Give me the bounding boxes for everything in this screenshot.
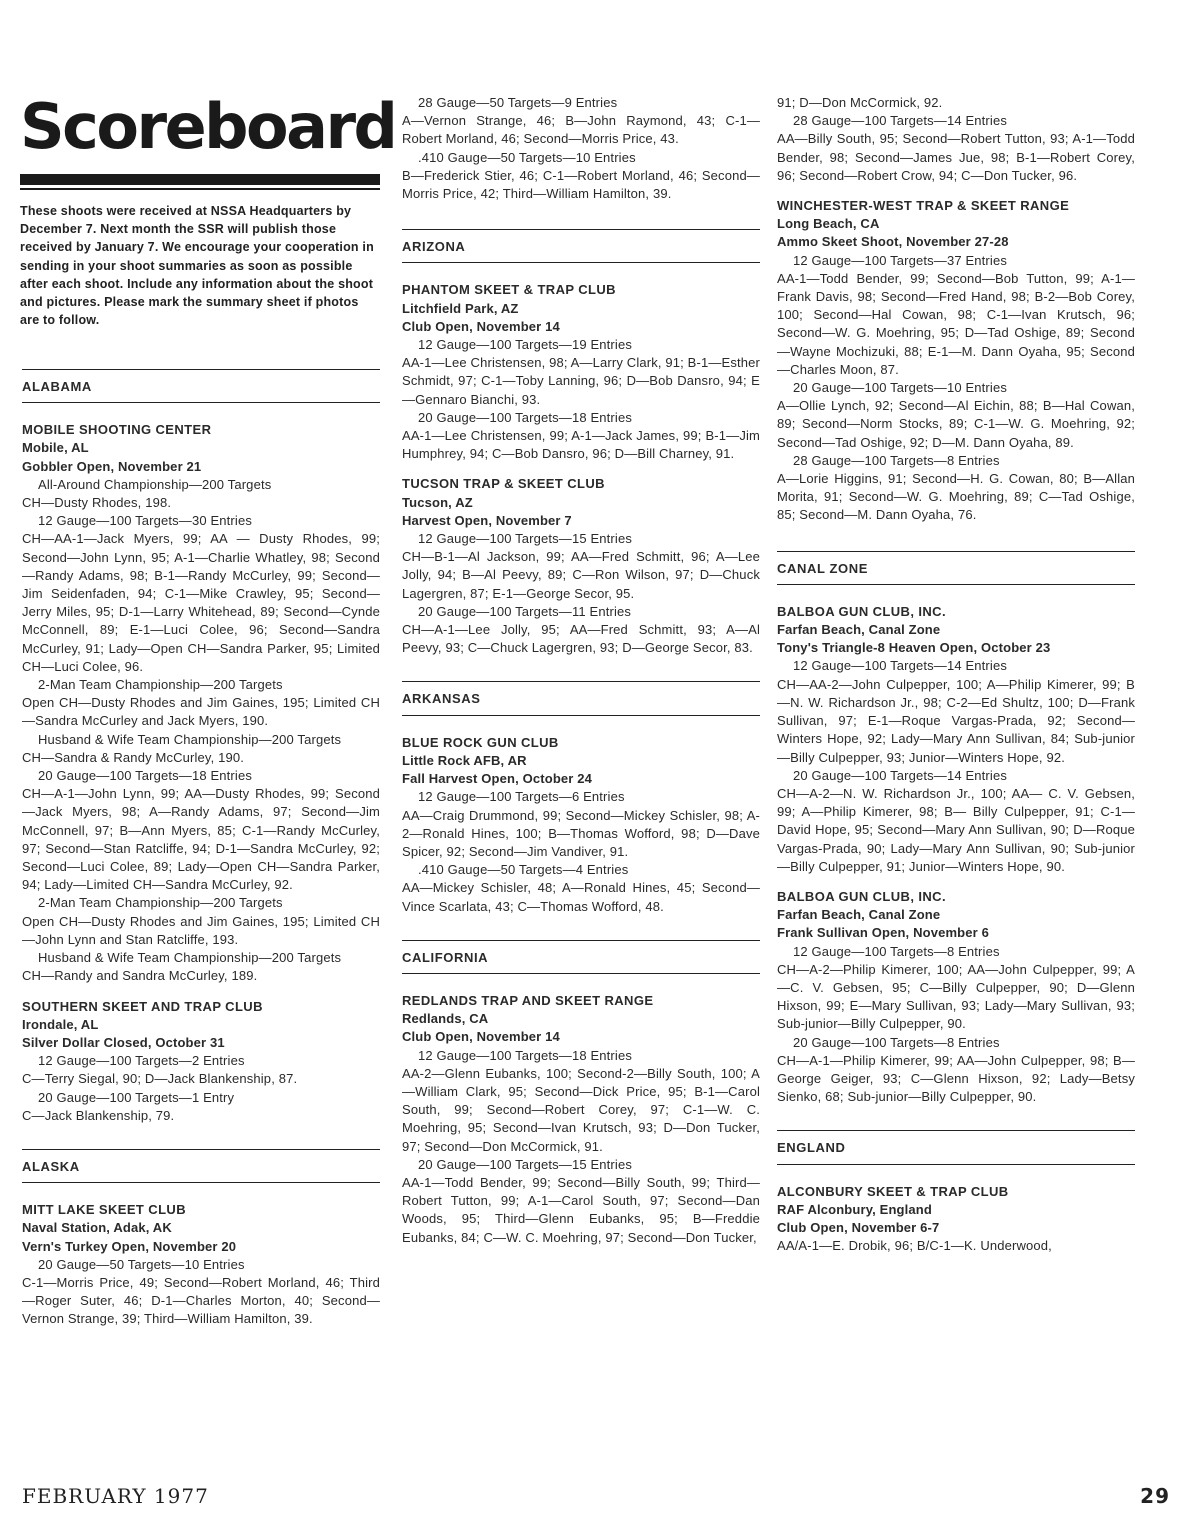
lead-text: 91; D—Don McCormick, 92. [777,95,943,110]
event-heading: 12 Gauge—100 Targets—8 Entries [793,943,1000,959]
event-heading: 20 Gauge—100 Targets—10 Entries [793,380,1007,396]
column-1 [22,355,380,1329]
result-text: A—Vernon Strange, 46; B—John Raymond, 43; C-1—Robert Morland, 46; Second—Morris Price, 43. [402,113,760,147]
result-text: CH—A-1—Philip Kimerer, 99; AA—John Culpepper, 98; B—George Geiger, 93; C—Glenn Hixson, 92; Lady—Betsy Sienko, 68; Sub-junior—Billy Culpepper, 90. [777,1052,1135,1105]
lead-results [777,112,1135,185]
shoot-name: Vern's Turkey Open, November 20 [22,1238,237,1254]
page-title: Scoreboard [20,90,396,163]
event-heading: 12 Gauge—100 Targets—14 Entries [793,658,1007,674]
shoot-name: Fall Harvest Open, October 24 [402,771,593,787]
club-location: Farfan Beach, Canal Zone [777,622,941,638]
event-heading: 20 Gauge—100 Targets—11 Entries [418,603,632,619]
club-location: Tucson, AZ [402,494,473,510]
result-text: C-1—Morris Price, 49; Second—Robert Morland, 46; Third—Roger Suter, 46; D-1—Charles Morton, 40; Second—Vernon Strange, 39; Third—William Hamilton, 39. [22,1274,380,1327]
event-heading: 12 Gauge—100 Targets—30 Entries [38,513,252,529]
club-location: Little Rock AFB, AR [402,752,527,768]
event-heading: All-Around Championship—200 Targets [38,476,272,492]
event-heading: 12 Gauge—100 Targets—37 Entries [793,252,1007,268]
result-text: C—Terry Siegal, 90; D—Jack Blankenship, 87. [22,1071,298,1087]
lead-results [402,94,760,203]
event-heading: Husband & Wife Team Championship—200 Targets [38,731,342,747]
event-heading: 12 Gauge—100 Targets—6 Entries [418,789,625,805]
shoot-name: Silver Dollar Closed, October 31 [22,1034,225,1050]
club-location: Litchfield Park, AZ [402,300,519,316]
event-heading: 20 Gauge—100 Targets—18 Entries [38,768,252,784]
result-text: AA/A-1—E. Drobik, 96; B/C-1—K. Underwood, [777,1238,1052,1254]
event-heading: .410 Gauge—50 Targets—10 Entries [418,149,636,165]
result-text: AA—Billy South, 95; Second—Robert Tutton, 93; A-1—Todd Bender, 98; Second—James Jue, 98; B-1—Robert Corey, 96; Second—Robert Crow, 94; C—Don Tucker, 96. [777,131,1135,183]
result-text: AA-2—Glenn Eubanks, 100; Second-2—Billy South, 100; A—William Clark, 95; Second—Dick Price, 95; B-1—Carol South, 99; Second—Robert Corey, 97; C-1—W. C. Moehring, 95; Second—Ivan Krutsch, 93; D—Don Tucker, 97; Second—Don McCormick, 91. [402,1065,760,1154]
shoot-name: Gobbler Open, November 21 [22,458,202,474]
result-text: CH—A-1—Lee Jolly, 95; AA—Fred Schmitt, 93; A—Al Peevy, 93; C—Chuck Lagergren, 93; D—George Secor, 83. [402,622,760,656]
shoot-name: Frank Sullivan Open, November 6 [777,925,989,941]
masthead [20,90,396,329]
result-text: AA-1—Todd Bender, 99; Second—Billy South, 99; Third—Robert Tutton, 99; A-1—Carol South, 97; Second—Dan Woods, 95; Third—Glenn Eubanks, 95; B—Freddie Eubanks, 84; C—W. C. Moehring, 97; Second—Don Tucker, [402,1174,760,1245]
result-text: CH—A-2—Philip Kimerer, 100; AA—John Culpepper, 99; A—C. V. Gebsen, 95; C—Billy Culpepper, 90; D—Glenn Hixson, 99; E—Mary Sullivan, 93; Lady—Mary Sullivan, 93; Sub-junior—Billy Culpepper, 90. [777,961,1135,1032]
column-3 [777,94,1135,1255]
club-block [22,998,380,1125]
shoot-name: Tony's Triangle-8 Heaven Open, October 23 [777,640,1051,656]
club-block [402,734,760,916]
club-location: Naval Station, Adak, AK [22,1220,172,1236]
club-name: PHANTOM SKEET & TRAP CLUB [402,282,616,298]
event-heading: 28 Gauge—100 Targets—8 Entries [793,452,1000,468]
club-location: Farfan Beach, Canal Zone [777,907,941,923]
club-name: TUCSON TRAP & SKEET CLUB [402,476,605,492]
result-text: AA-1—Todd Bender, 99; Second—Bob Tutton, 99; A-1—Frank Davis, 98; Second—Fred Hand, 98; B-2—Bob Corey, 100; Second—Hal Cowan, 98; C-1—Ivan Krutsch, 96; Second—W. G. Moehring, 95; D—Tad Oshige, 89; Second—Wayne Mochizuki, 88; E-1—M. Dann Oyaha, 95; Second—Charles Moon, 87. [777,270,1135,377]
state-heading: CANAL ZONE [777,551,1135,585]
result-text: CH—A-1—John Lynn, 99; AA—Dusty Rhodes, 99; Second—Jack Myers, 98; A—Randy Adams, 97; Second—Jim McConnell, 97; B—Ann Myers, 85; C-1—Randy McCurley, 97; Second—Stan Ratcliffe, 94; D-1—Sandra McCurley, 92; Second—Luci Colee, 89; Lady—Open CH—Sandra Parker, 94; Lady—Limited CH—Sandra McCurley, 92. [22,786,380,893]
event-heading: 12 Gauge—100 Targets—19 Entries [418,337,632,353]
state-heading: ALABAMA [22,369,380,403]
club-name: WINCHESTER-WEST TRAP & SKEET RANGE [777,198,1070,214]
result-text: AA—Mickey Schisler, 48; A—Ronald Hines, 45; Second—Vince Scarlata, 43; C—Thomas Wofford, 48. [402,880,760,914]
column-2 [402,94,760,1247]
club-name: REDLANDS TRAP AND SKEET RANGE [402,992,654,1008]
event-heading: 20 Gauge—100 Targets—8 Entries [793,1034,1000,1050]
result-text: A—Lorie Higgins, 91; Second—H. G. Cowan, 80; B—Allan Morita, 91; Second—W. G. Moehring, 89; C—Tad Oshige, 85; Second—M. Dann Oyaha, 76. [777,471,1135,523]
state-heading: ARKANSAS [402,681,760,715]
result-text: AA-1—Lee Christensen, 99; A-1—Jack James, 99; B-1—Jim Humphrey, 94; C—Bob Dansro, 96; D—Bill Charney, 91. [402,428,760,462]
event-heading: 20 Gauge—100 Targets—1 Entry [38,1089,235,1105]
event-heading: 20 Gauge—100 Targets—18 Entries [418,409,632,425]
club-block [402,992,760,1247]
club-location: Long Beach, CA [777,216,880,232]
club-name: MOBILE SHOOTING CENTER [22,422,212,438]
club-name: BALBOA GUN CLUB, INC. [777,888,946,904]
club-block [402,475,760,657]
result-text: Open CH—Dusty Rhodes and Jim Gaines, 195; Limited CH—John Lynn and Stan Ratcliffe, 193. [22,913,380,947]
club-name: BLUE ROCK GUN CLUB [402,734,559,750]
result-text: AA-1—Lee Christensen, 98; A—Larry Clark, 91; B-1—Esther Schmidt, 97; C-1—Toby Lanning, 96; D—Bob Dansro, 94; E—Gennaro Bianchi, 93. [402,355,760,407]
state-heading: CALIFORNIA [402,940,760,974]
result-text: CH—Dusty Rhodes, 198. [22,495,172,511]
event-heading: Husband & Wife Team Championship—200 Targets [38,950,342,966]
club-location: Mobile, AL [22,440,89,456]
club-location: Irondale, AL [22,1016,99,1032]
title-rule-thick [20,174,380,185]
result-text: CH—AA-2—John Culpepper, 100; A—Philip Kimerer, 99; B—N. W. Richardson Jr., 98; C-2—Ed Shultz, 100; D—Frank Sullivan, 97; E-1—Roque Vargas-Prada, 92; Second—Winters Hope, 92; Lady—Mary Ann Sullivan, 84; Sub-junior—Billy Culpepper, 93; Junior—Winters Hope, 92. [777,676,1135,765]
shoot-name: Ammo Skeet Shoot, November 27-28 [777,234,1009,250]
result-text: CH—B-1—Al Jackson, 99; AA—Fred Schmitt, 96; A—Lee Jolly, 94; B—Al Peevy, 89; C—Ron Wilson, 97; D—Chuck Lagergren, 87; E-1—George Secor, 95. [402,549,760,601]
event-heading: 12 Gauge—100 Targets—2 Entries [38,1053,245,1069]
club-block [22,421,380,985]
event-heading: 28 Gauge—50 Targets—9 Entries [418,95,618,110]
event-heading: 28 Gauge—100 Targets—14 Entries [793,113,1007,129]
issue-date: FEBRUARY 1977 [22,1484,209,1508]
event-heading: 2-Man Team Championship—200 Targets [38,677,283,693]
event-heading: 2-Man Team Championship—200 Targets [38,895,283,911]
club-location: RAF Alconbury, England [777,1201,932,1217]
shoot-name: Club Open, November 14 [402,318,560,334]
club-block [777,888,1135,1106]
club-block [777,603,1135,876]
club-block [777,1183,1135,1256]
event-heading: 12 Gauge—100 Targets—15 Entries [418,531,632,547]
result-text: Open CH—Dusty Rhodes and Jim Gaines, 195; Limited CH—Sandra McCurley and Jack Myers, 190. [22,695,380,729]
club-name: MITT LAKE SKEET CLUB [22,1202,186,1218]
event-heading: 20 Gauge—50 Targets—10 Entries [38,1256,245,1272]
state-heading: ARIZONA [402,229,760,263]
event-heading: 20 Gauge—100 Targets—14 Entries [793,767,1007,783]
event-heading: 12 Gauge—100 Targets—18 Entries [418,1047,632,1063]
result-text: A—Ollie Lynch, 92; Second—Al Eichin, 88; B—Hal Cowan, 89; Second—Norm Stocks, 89; C-1—W. G. Moehring, 92; Second—Tad Oshige, 92; D—M. Dann Oyaha, 89. [777,398,1135,450]
shoot-name: Club Open, November 14 [402,1029,560,1045]
club-block [777,197,1135,525]
page-number: 29 [1140,1484,1170,1508]
result-text: B—Frederick Stier, 46; C-1—Robert Morland, 46; Second—Morris Price, 42; Third—William Hamilton, 39. [402,167,760,202]
result-text: C—Jack Blankenship, 79. [22,1107,175,1123]
state-heading: ENGLAND [777,1130,1135,1164]
state-heading: ALASKA [22,1149,380,1183]
club-block [22,1201,380,1328]
club-location: Redlands, CA [402,1011,489,1027]
result-text: AA—Craig Drummond, 99; Second—Mickey Schisler, 98; A-2—Ronald Hines, 100; B—Thomas Wofford, 98; D—Dave Spicer, 92; Second—Jim Vandiver, 91. [402,807,760,859]
event-heading: .410 Gauge—50 Targets—4 Entries [418,862,629,878]
shoot-name: Harvest Open, November 7 [402,512,572,528]
club-name: BALBOA GUN CLUB, INC. [777,603,946,619]
event-heading: 20 Gauge—100 Targets—15 Entries [418,1156,632,1172]
club-block [402,281,760,463]
result-text: CH—Randy and Sandra McCurley, 189. [22,968,258,984]
result-text: CH—AA-1—Jack Myers, 99; AA — Dusty Rhodes, 99; Second—John Lynn, 95; A-1—Charlie Whatley, 98; Second—Randy Adams, 98; B-1—Randy McCurley, 99; Second—Jim Seidenfaden, 94; C-1—Mike Crawley, 95; Second—Jerry Miles, 95; D-1—Larry Whitehead, 89; Second—Cynde McConnell, 89; E-1—Luci Colee, 96; Second—Sandra McCurley, 91; Lady—Open CH—Sandra Parker, 95; Limited CH—Luci Colee, 96. [22,531,380,674]
result-text: CH—Sandra & Randy McCurley, 190. [22,749,245,765]
title-rule-thin [20,188,380,190]
shoot-name: Club Open, November 6-7 [777,1219,940,1235]
result-text: CH—A-2—N. W. Richardson Jr., 100; AA— C. V. Gebsen, 99; A—Philip Kimerer, 98; B— Billy Culpepper, 91; C-1—David Hope, 95; Second—Mary Ann Sullivan, 90; D—Roque Vargas-Prada, 90; Lady—Mary Ann Sullivan, 90; Sub-junior—Billy Culpepper, 91; Junior—Winters Hope, 90. [777,785,1135,874]
club-name: ALCONBURY SKEET & TRAP CLUB [777,1183,1009,1199]
intro-paragraph: These shoots were received at NSSA Headquarters by December 7. Next month the SSR will publish those received by January 7. We encourage your cooperation in sending in your shoot summaries as soon as possible after each shoot. Include any information about the shoot and pictures. Please mark the summary sheet if photos are to follow. [20,204,374,328]
club-name: SOUTHERN SKEET AND TRAP CLUB [22,998,263,1014]
